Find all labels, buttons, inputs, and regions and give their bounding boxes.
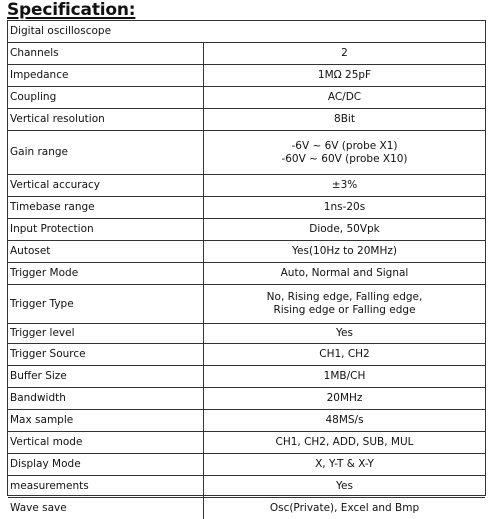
row-label: Vertical accuracy: [8, 175, 204, 196]
row-label: Trigger Source: [8, 344, 204, 365]
table-row: [8, 387, 485, 409]
row-value: 2: [341, 47, 348, 59]
spec-table: [7, 20, 486, 514]
row-label: Channels: [8, 43, 204, 64]
row-value: 48MS/s: [325, 414, 364, 426]
table-title-row: [8, 21, 485, 42]
row-label: Wave save: [8, 498, 204, 519]
row-label: measurements: [8, 476, 204, 497]
table-title: Digital oscilloscope: [10, 25, 112, 37]
row-value: Yes: [336, 480, 353, 492]
table-row: [8, 365, 485, 387]
table-row: [8, 130, 485, 174]
table-row: [8, 64, 485, 86]
row-label: Trigger Mode: [8, 263, 204, 284]
table-row: [8, 218, 485, 240]
table-row: [8, 196, 485, 218]
table-row: [8, 262, 485, 284]
row-label: Trigger level: [8, 324, 204, 343]
row-value: Yes(10Hz to 20MHz): [292, 245, 397, 257]
row-label: Autoset: [8, 241, 204, 262]
row-value: Yes: [336, 327, 353, 339]
page-title: Specification:: [7, 0, 136, 20]
table-row: [8, 42, 485, 64]
row-label: Coupling: [8, 87, 204, 108]
row-label: Vertical mode: [8, 432, 204, 453]
row-value: Auto, Normal and Signal: [280, 267, 409, 279]
row-label: Bandwidth: [8, 388, 204, 409]
table-row: [8, 284, 485, 323]
table-row: [8, 409, 485, 431]
row-value: ±3%: [331, 179, 358, 191]
row-value: X, Y-T & X-Y: [315, 458, 374, 470]
table-row: [8, 240, 485, 262]
row-label: Vertical resolution: [8, 109, 204, 130]
table-row: [8, 453, 485, 475]
table-row: [8, 497, 485, 519]
table-row: [8, 323, 485, 343]
row-label: Timebase range: [8, 197, 204, 218]
table-row: [8, 343, 485, 365]
row-value: 20MHz: [326, 392, 363, 404]
row-value: CH1, CH2, ADD, SUB, MUL: [275, 436, 414, 448]
table-row: [8, 174, 485, 196]
table-row: [8, 475, 485, 497]
row-label: Buffer Size: [8, 366, 204, 387]
row-label: Gain range: [8, 131, 204, 174]
row-label: Trigger Type: [8, 285, 204, 323]
row-label: Impedance: [8, 65, 204, 86]
row-label: Display Mode: [8, 454, 204, 475]
table-row: [8, 108, 485, 130]
row-value: AC/DC: [327, 91, 362, 103]
row-value: 8Bit: [334, 113, 355, 125]
row-value: 1MB/CH: [323, 370, 366, 382]
row-value: 1MΩ 25pF: [317, 69, 372, 81]
table-row: [8, 86, 485, 108]
row-value: CH1, CH2: [319, 348, 370, 360]
row-value: Diode, 50Vpk: [309, 223, 380, 235]
row-value: No, Rising edge, Falling edge, Rising edge or Falling edge: [266, 291, 423, 316]
row-value: Osc(Private), Excel and Bmp: [269, 502, 420, 514]
row-label: Max sample: [8, 410, 204, 431]
table-row: [8, 431, 485, 453]
row-value: -6V ~ 6V (probe X1) -60V ~ 60V (probe X10): [281, 139, 408, 165]
row-label: Input Protection: [8, 219, 204, 240]
row-value: 1ns-20s: [323, 201, 366, 213]
